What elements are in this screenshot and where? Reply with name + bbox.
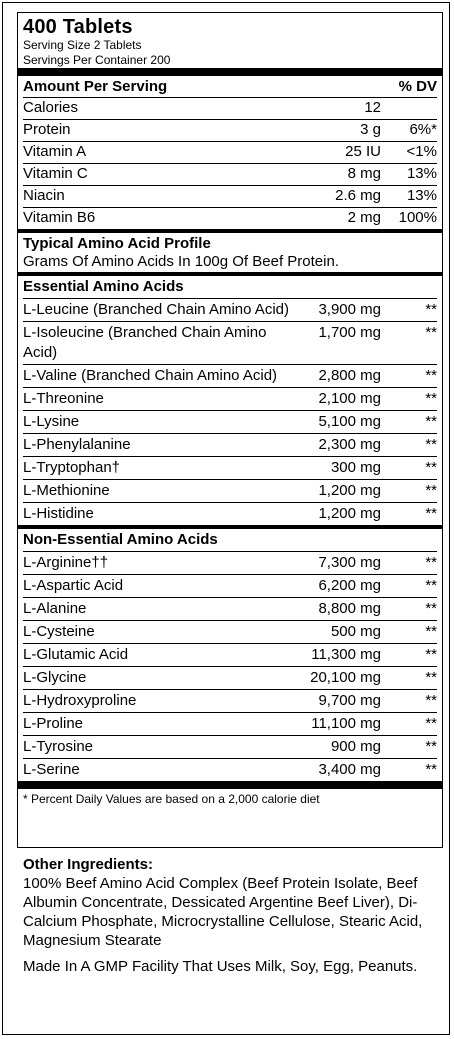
nonessential-amino-row-amount: 9,700 mg (318, 692, 381, 709)
nutrient-row-name: Vitamin B6 (23, 209, 96, 226)
nonessential-amino-row-dv: ** (425, 646, 437, 663)
essential-amino-row-name: L-Methionine (23, 482, 110, 499)
nutrient-row-name: Vitamin A (23, 143, 87, 160)
essential-amino-row-name: L-Isoleucine (Branched Chain Amino Acid) (23, 324, 267, 361)
nutrient-row-name: Vitamin C (23, 165, 88, 182)
nonessential-amino-row-name: L-Hydroxyproline (23, 692, 137, 709)
essential-amino-row-amount: 5,100 mg (318, 413, 381, 430)
amino-profile-title: Typical Amino Acid Profile (23, 235, 211, 252)
essential-amino-row-amount: 3,900 mg (318, 301, 381, 318)
essential-amino-row (23, 434, 437, 457)
essential-amino-row-name: L-Lysine (23, 413, 80, 430)
essential-amino-row-name: L-Tryptophan† (23, 459, 121, 476)
nonessential-amino-row-name: L-Tyrosine (23, 738, 94, 755)
nonessential-amino-row-dv: ** (425, 738, 437, 755)
nutrient-row-dv: <1% (406, 143, 437, 160)
essential-amino-row-amount: 1,700 mg (318, 324, 381, 341)
other-ingredients-text: 100% Beef Amino Acid Complex (Beef Protein Isolate, Beef Albumin Concentrate, Dessicated Argentine Beef Liver), Di-Calcium Phosphate, Microcrystalline Cellulose, Stearic Acid, Magnesium Stearate (23, 875, 423, 949)
other-ingredients-heading: Other Ingredients: (23, 856, 154, 873)
nonessential-amino-row (23, 575, 437, 598)
nonessential-amino-row-name: L-Cysteine (23, 623, 95, 640)
essential-amino-row (23, 457, 437, 480)
label-outer-border (2, 2, 450, 1035)
essential-amino-row (23, 322, 437, 365)
nonessential-amino-row (23, 759, 437, 781)
nonessential-amino-row (23, 736, 437, 759)
supplement-facts-panel (17, 12, 443, 848)
nonessential-amino-row-amount: 6,200 mg (318, 577, 381, 594)
amount-label: Amount Per Serving (23, 78, 168, 95)
nonessential-amino-row-name: L-Serine (23, 761, 80, 778)
divider-thick (18, 781, 442, 789)
nutrient-row-amount: 3 g (360, 121, 381, 138)
essential-amino-rows (23, 299, 437, 525)
amino-profile-subtitle: Grams Of Amino Acids In 100g Of Beef Protein. (23, 253, 339, 270)
essential-amino-row-name: L-Phenylalanine (23, 436, 131, 453)
nonessential-amino-row (23, 621, 437, 644)
nutrient-row-name: Protein (23, 121, 71, 138)
nutrient-row-name: Calories (23, 99, 79, 116)
nutrient-row (23, 98, 437, 120)
other-ingredients-block (23, 855, 439, 976)
essential-amino-row-dv: ** (425, 413, 437, 430)
amount-per-serving-header (23, 76, 437, 98)
nutrient-row-amount: 25 IU (345, 143, 381, 160)
nonessential-amino-row-name: L-Proline (23, 715, 84, 732)
divider-thick (18, 68, 442, 76)
nonessential-amino-row-name: L-Aspartic Acid (23, 577, 124, 594)
essential-amino-row-amount: 300 mg (330, 459, 381, 476)
essential-amino-row-amount: 2,100 mg (318, 390, 381, 407)
nutrition-rows (23, 98, 437, 229)
nonessential-amino-row (23, 552, 437, 575)
nonessential-amino-row-dv: ** (425, 577, 437, 594)
nutrient-row-dv: 13% (406, 187, 437, 204)
nonessential-amino-row-amount: 3,400 mg (318, 761, 381, 778)
nutrient-row-amount: 2 mg (347, 209, 381, 226)
essential-amino-row-dv: ** (425, 367, 437, 384)
nonessential-amino-row-name: L-Alanine (23, 600, 87, 617)
essential-amino-row-name: L-Threonine (23, 390, 104, 407)
essential-amino-row-dv: ** (425, 505, 437, 522)
nonessential-amino-row (23, 644, 437, 667)
essential-amino-row-amount: 2,300 mg (318, 436, 381, 453)
essential-amino-row (23, 299, 437, 322)
nutrient-row-dv: 13% (406, 165, 437, 182)
nonessential-amino-row-name: L-Glutamic Acid (23, 646, 129, 663)
nonessential-amino-row-dv: ** (425, 715, 437, 732)
nonessential-amino-row-amount: 500 mg (330, 623, 381, 640)
essential-amino-row-dv: ** (425, 301, 437, 318)
essential-amino-row-dv: ** (425, 436, 437, 453)
essential-amino-row-amount: 1,200 mg (318, 482, 381, 499)
product-count-title: 400 Tablets (23, 16, 133, 38)
nonessential-amino-row-dv: ** (425, 554, 437, 571)
nutrient-row (23, 142, 437, 164)
nonessential-amino-row-name: L-Glycine (23, 669, 87, 686)
essential-amino-row-amount: 1,200 mg (318, 505, 381, 522)
nutrient-row-amount: 8 mg (347, 165, 381, 182)
essential-amino-row-dv: ** (425, 324, 437, 341)
dv-footnote: * Percent Daily Values are based on a 2,000 calorie diet (23, 792, 320, 806)
nonessential-amino-row (23, 690, 437, 713)
essential-amino-row-dv: ** (425, 482, 437, 499)
nonessential-amino-row-amount: 7,300 mg (318, 554, 381, 571)
essential-amino-row-name: L-Leucine (Branched Chain Amino Acid) (23, 301, 289, 318)
nonessential-amino-row-name: L-Arginine†† (23, 554, 109, 571)
nonessential-amino-row-amount: 11,100 mg (311, 715, 381, 732)
nonessential-amino-row (23, 598, 437, 621)
nonessential-amino-row-amount: 900 mg (330, 738, 381, 755)
nutrient-row-dv: 100% (398, 209, 437, 226)
nonessential-amino-row-dv: ** (425, 600, 437, 617)
essential-amino-row-amount: 2,800 mg (318, 367, 381, 384)
dv-label: % DV (398, 78, 437, 95)
nonessential-amino-row-amount: 20,100 mg (310, 669, 381, 686)
nutrient-row (23, 164, 437, 186)
essential-amino-row-dv: ** (425, 459, 437, 476)
nonessential-amino-row-amount: 11,300 mg (311, 646, 381, 663)
nonessential-amino-row (23, 713, 437, 736)
nonessential-amino-rows (23, 552, 437, 781)
essential-amino-row-dv: ** (425, 390, 437, 407)
nutrient-row-amount: 12 (364, 99, 381, 116)
essential-amino-row-name: L-Valine (Branched Chain Amino Acid) (23, 367, 278, 384)
nonessential-amino-row-dv: ** (425, 761, 437, 778)
essential-amino-row (23, 388, 437, 411)
essential-amino-row-name: L-Histidine (23, 505, 94, 522)
nutrient-row (23, 120, 437, 142)
nutrient-row-dv: 6%* (409, 121, 437, 138)
allergen-statement: Made In A GMP Facility That Uses Milk, Soy, Egg, Peanuts. (23, 958, 418, 975)
servings-per-container: Servings Per Container 200 (23, 53, 171, 67)
nutrient-row (23, 208, 437, 229)
nonessential-amino-row-dv: ** (425, 692, 437, 709)
nonessential-amino-row (23, 667, 437, 690)
essential-amino-row (23, 411, 437, 434)
essential-amino-row (23, 365, 437, 388)
nonessential-amino-row-dv: ** (425, 623, 437, 640)
nonessential-amino-row-amount: 8,800 mg (318, 600, 381, 617)
nonessential-amino-row-dv: ** (425, 669, 437, 686)
essential-amino-title: Essential Amino Acids (23, 276, 437, 299)
essential-amino-row (23, 480, 437, 503)
nutrient-row (23, 186, 437, 208)
nutrient-row-name: Niacin (23, 187, 65, 204)
nutrient-row-amount: 2.6 mg (335, 187, 381, 204)
essential-amino-row (23, 503, 437, 525)
serving-size: Serving Size 2 Tablets (23, 38, 142, 52)
nonessential-amino-title: Non-Essential Amino Acids (23, 529, 437, 552)
